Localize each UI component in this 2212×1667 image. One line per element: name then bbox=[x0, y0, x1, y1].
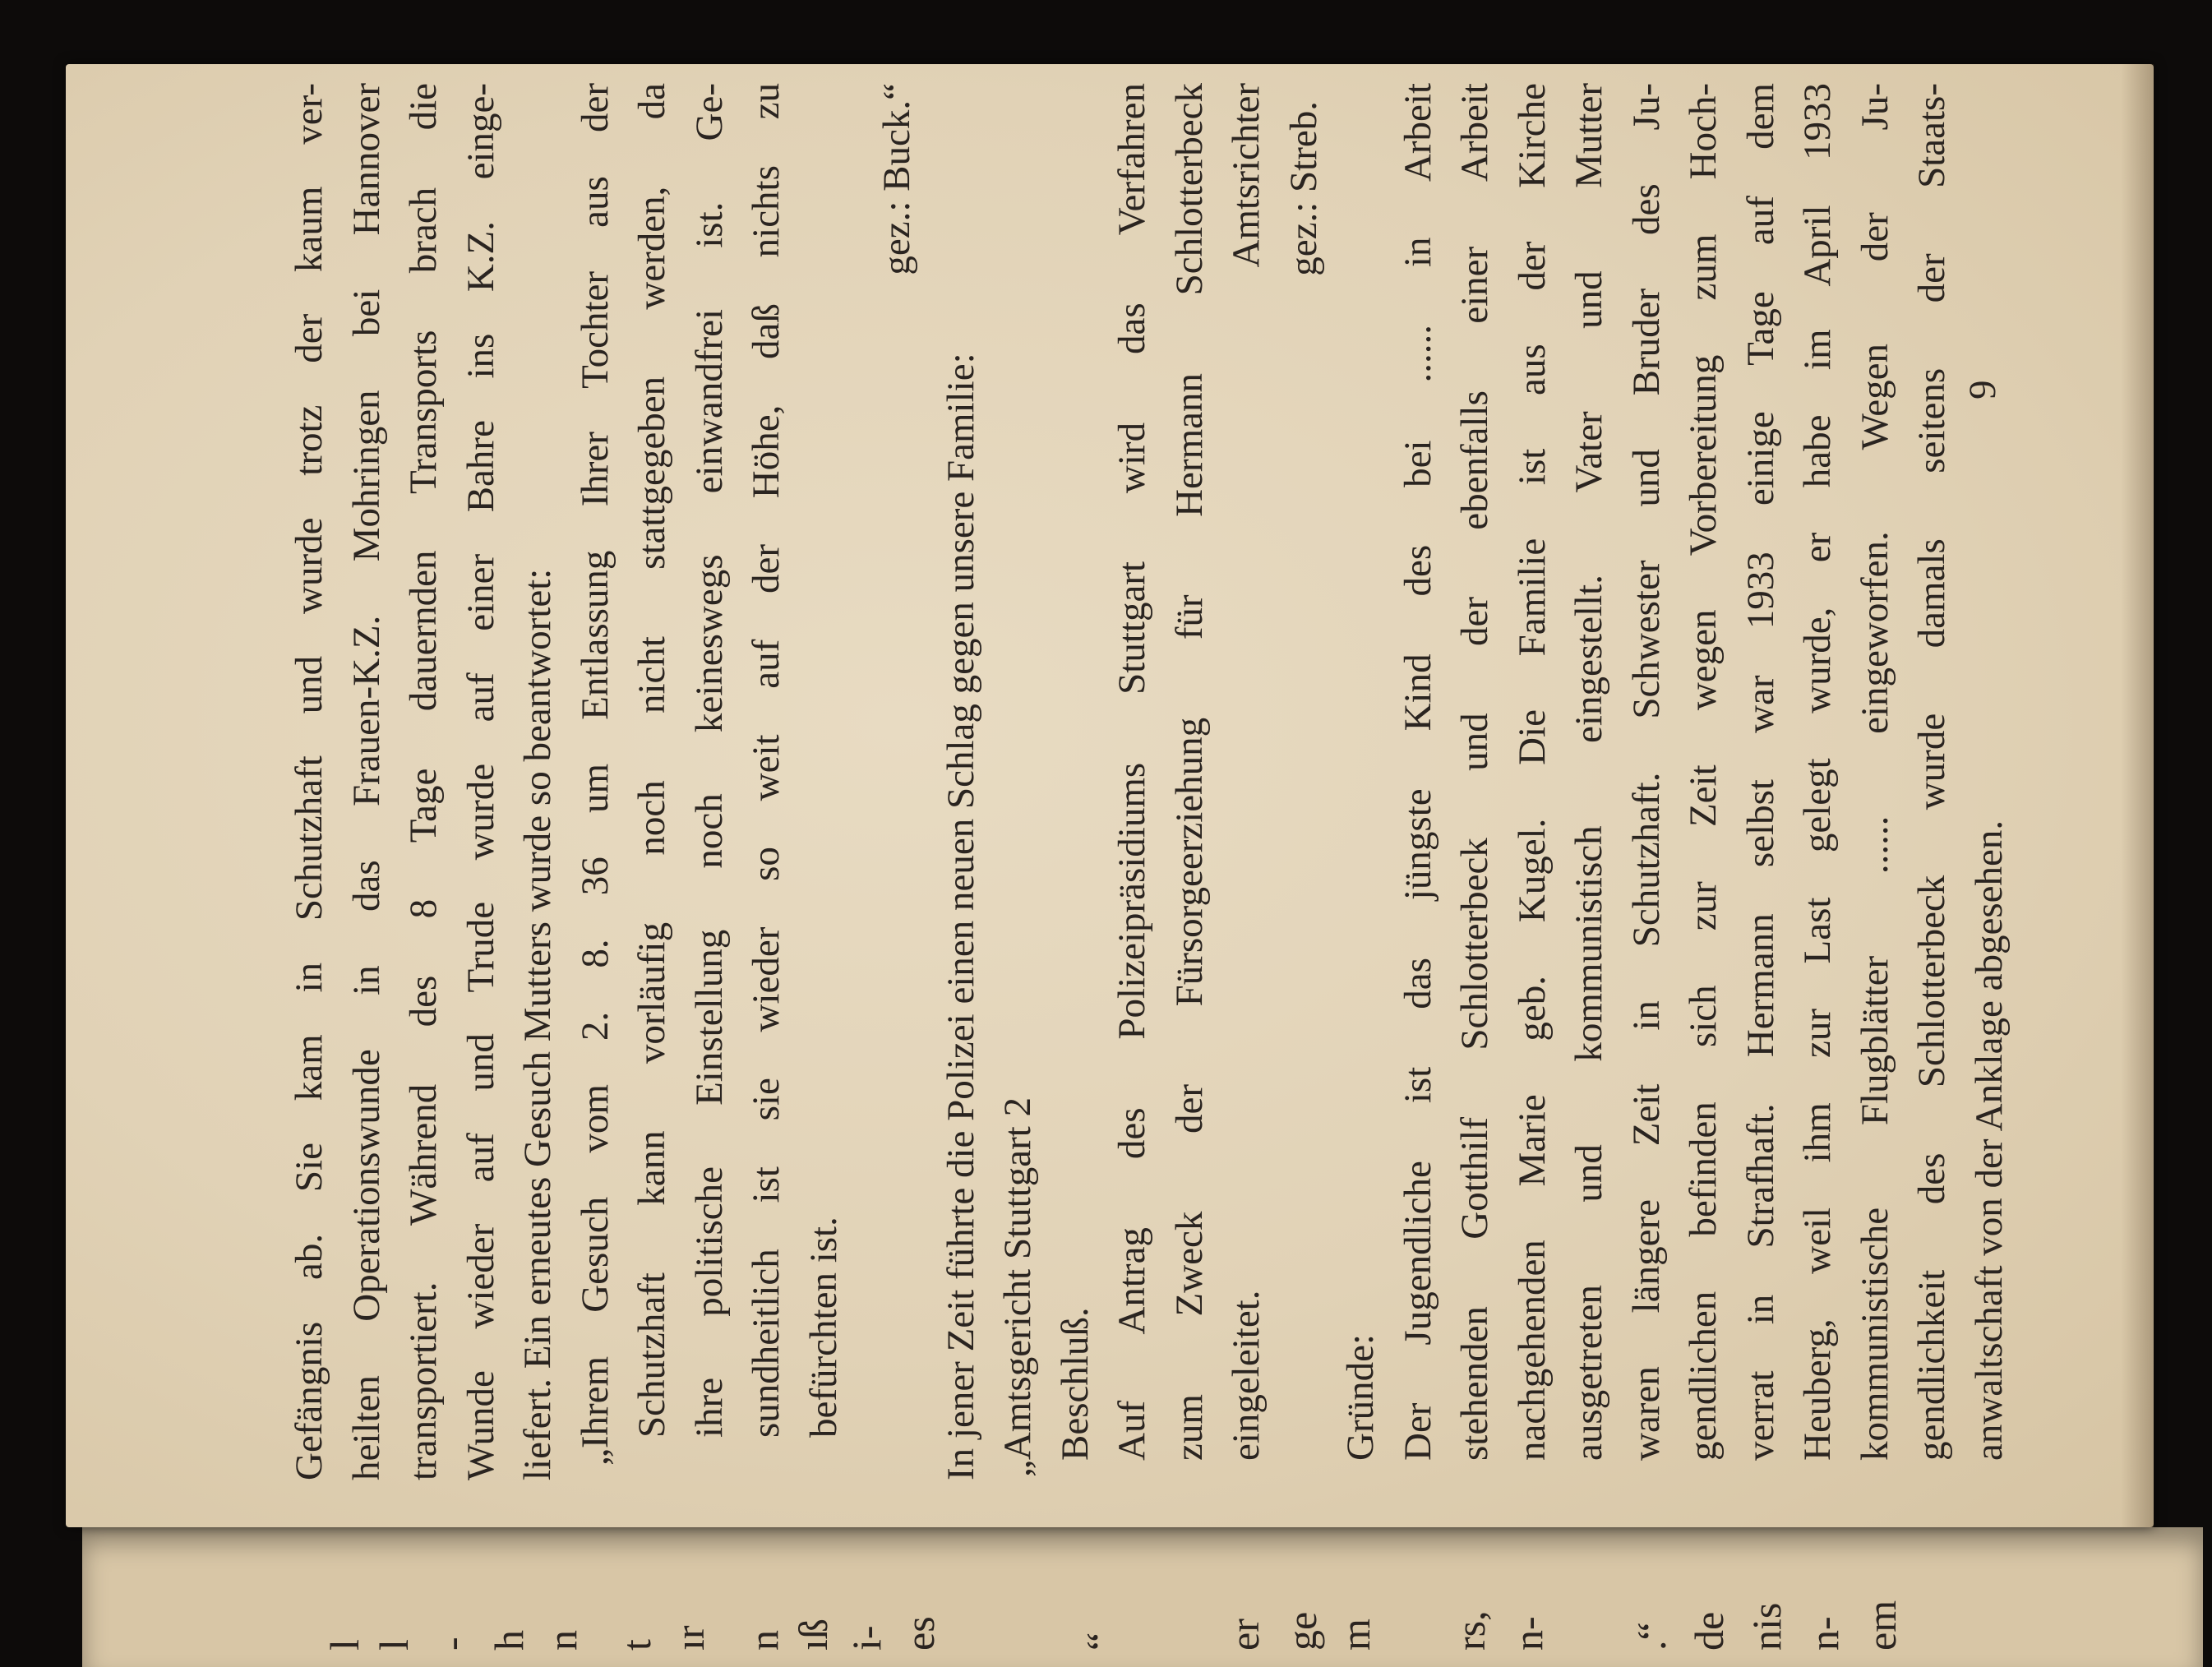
text-line: anwaltschaft von der Anklage abgesehen. bbox=[1967, 820, 2011, 1461]
text-line: transportiert. Während des 8 Tage dauernden Transports brach die bbox=[402, 83, 445, 1480]
text-line: Der Jugendliche ist das jüngste Kind des bei ...... in Arbeit bbox=[1396, 83, 1439, 1461]
text-line: Auf Antrag des Polizeipräsidiums Stuttgart wird das Verfahren bbox=[1111, 83, 1153, 1461]
text-line: kommunistische Flugblätter ...... eingeworfen. Wegen der Ju- bbox=[1853, 83, 1896, 1461]
court-decision-title: Beschluß. bbox=[1053, 1307, 1097, 1461]
fragment: n bbox=[539, 1630, 585, 1651]
text-line: zum Zweck der Fürsorgeerziehung für Hermann Schlotterbeck bbox=[1167, 83, 1211, 1461]
fragment: l bbox=[321, 1639, 367, 1651]
fragment: h bbox=[486, 1630, 532, 1651]
fragment: de bbox=[1686, 1611, 1732, 1651]
text-line: Gefängnis ab. Sie kam in Schutzhaft und wurde trotz der kaum ver- bbox=[288, 83, 330, 1480]
quote-line: „Ihrem Gesuch vom 2. 8. 36 um Entlassung Ihrer Tochter aus der bbox=[573, 83, 616, 1466]
text-line: liefert. Ein erneutes Gesuch Mutters wurde so beantwortet: bbox=[516, 568, 559, 1480]
text-line: In jener Zeit führte die Polizei einen neuen Schlag gegen unsere Familie: bbox=[939, 353, 982, 1480]
fragment: l bbox=[371, 1639, 417, 1651]
text-line: Heuberg, weil ihm zur Last gelegt wurde, er habe im April 1933 bbox=[1796, 83, 1839, 1461]
page-text bbox=[281, 83, 2048, 1480]
page-number: 9 bbox=[1961, 380, 2004, 399]
lower-page bbox=[82, 1527, 2203, 1667]
text-line: eingeleitet. bbox=[1225, 1290, 1268, 1461]
text-line: nachgehenden Marie geb. Kugel. Die Familie ist aus der Kirche bbox=[1510, 83, 1554, 1461]
text-line: stehenden Gotthilf Schlotterbeck und der ebenfalls einer Arbeit bbox=[1453, 83, 1496, 1461]
quote-line: sundheitlich ist sie wieder so weit auf der Höhe, daß nichts zu bbox=[745, 83, 787, 1438]
signature: gez.: Buck.“ bbox=[875, 83, 918, 275]
fragment: .“ bbox=[1628, 1622, 1674, 1651]
text-line: verrat in Strafhaft. Hermann selbst war 1933 einige Tage auf dem bbox=[1739, 83, 1782, 1461]
fragment: ıß bbox=[790, 1619, 836, 1651]
fragment: “ bbox=[1078, 1632, 1124, 1651]
fragment: rs, bbox=[1448, 1610, 1494, 1651]
signature-title: Amtsrichter bbox=[1225, 83, 1268, 268]
lower-page-fragments bbox=[82, 1527, 2203, 1667]
court-heading: „Amtsgericht Stuttgart 2 bbox=[996, 1097, 1039, 1477]
fragment: i- bbox=[843, 1625, 889, 1651]
fragment: - bbox=[428, 1637, 474, 1651]
fragment: n- bbox=[1801, 1616, 1847, 1651]
text-line: Wunde wieder auf und Trude wurde auf einer Bahre ins K.Z. einge- bbox=[459, 83, 502, 1480]
fragment: er bbox=[1221, 1619, 1268, 1651]
text-line: ausgetreten und kommunistisch eingestellt. Vater und Mutter bbox=[1568, 83, 1610, 1461]
fragment: t bbox=[613, 1639, 659, 1651]
signature: gez.: Streb. bbox=[1281, 101, 1325, 276]
text-line: gendlichen befinden sich zur Zeit wegen Vorbereitung zum Hoch- bbox=[1682, 83, 1725, 1461]
page-gutter-shadow bbox=[2121, 64, 2154, 1527]
fragment: es bbox=[897, 1616, 943, 1651]
quote-line: Schutzhaft kann vorläufig noch nicht stattgegeben werden, da bbox=[630, 83, 673, 1438]
section-heading: Gründe: bbox=[1339, 1333, 1382, 1461]
fragment: ır bbox=[667, 1625, 713, 1651]
text-line: gendlichkeit des Schlotterbeck wurde damals seitens der Staats- bbox=[1910, 83, 1953, 1461]
fragment: n- bbox=[1505, 1616, 1551, 1651]
book-page bbox=[66, 64, 2154, 1527]
quote-line: ihre politische Einstellung noch keineswegs einwandfrei ist. Ge- bbox=[687, 83, 731, 1438]
quote-line: befürchten ist. bbox=[801, 1217, 845, 1438]
fragment: nis bbox=[1743, 1602, 1789, 1651]
fragment: em bbox=[1859, 1600, 1905, 1651]
text-line: waren längere Zeit in Schutzhaft. Schwester und Bruder des Ju- bbox=[1624, 83, 1668, 1461]
text-line: heilten Operationswunde in das Frauen-K.Z. Mohringen bei Hannover bbox=[344, 83, 388, 1480]
fragment: m bbox=[1332, 1619, 1378, 1651]
fragment: n bbox=[741, 1630, 787, 1651]
fragment: ge bbox=[1279, 1611, 1325, 1651]
